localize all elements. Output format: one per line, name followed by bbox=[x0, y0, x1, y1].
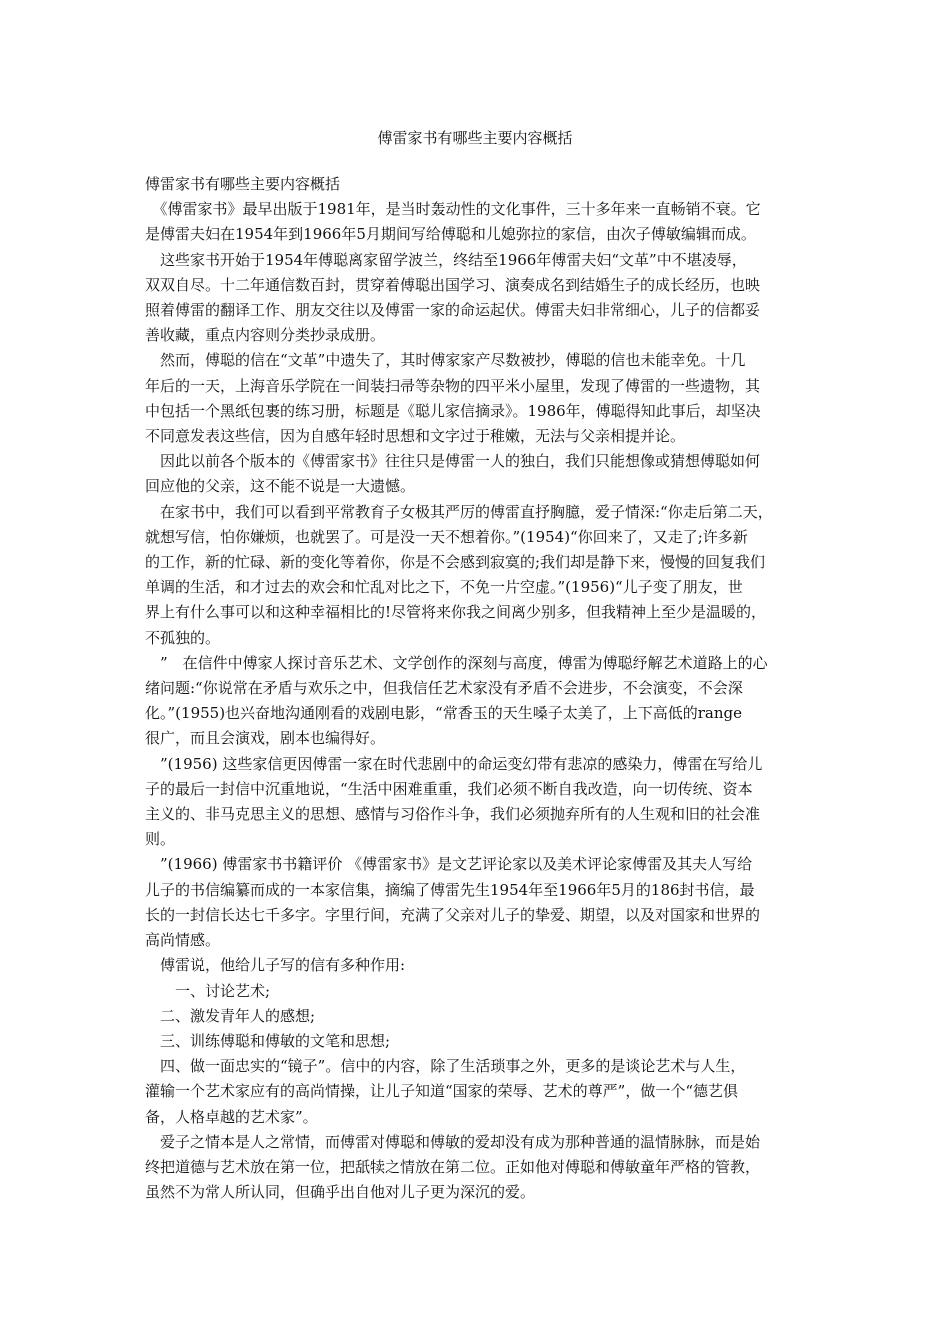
text-line: 是傅雷夫妇在1954年到1966年5月期间写给傅聪和儿媳弥拉的家信，由次子傅敏编辑而成。 bbox=[145, 225, 756, 244]
text-line: 主义的、非马克思主义的思想、感情与习俗作斗争，我们必须抛弃所有的人生观和旧的社会准 bbox=[145, 805, 761, 824]
text-line: 化。”(1955)也兴奋地沟通刚看的戏剧电影，“常香玉的天生嗓子太美了，上下高低的range bbox=[145, 704, 742, 723]
text-line: 中包括一个黑纸包裹的练习册，标题是《聪儿家信摘录》。1986年，傅聪得知此事后，却坚决 bbox=[145, 401, 761, 420]
text-line: 这些家书开始于1954年傅聪离家留学波兰，终结至1966年傅雷夫妇“文革”中不堪凌辱， bbox=[145, 250, 747, 269]
text-line: ”(1956) 这些家信更因傅雷一家在时代悲剧中的命运变幻带有悲凉的感染力，傅雷在写给儿 bbox=[145, 754, 763, 773]
text-line: 虽然不为常人所认同，但确乎出自他对儿子更为深沉的爱。 bbox=[145, 1183, 536, 1202]
text-line: 灌输一个艺术家应有的高尚情操，让儿子知道“国家的荣辱、艺术的尊严”，做一个“德艺俱 bbox=[145, 1082, 739, 1101]
text-line: 高尚情感。 bbox=[145, 931, 221, 950]
text-line: 傅雷说，他给儿子写的信有多种作用: bbox=[145, 956, 406, 975]
text-line: 四、做一面忠实的“镜子”。信中的内容，除了生活琐事之外，更多的是谈论艺术与人生， bbox=[145, 1057, 746, 1076]
text-line: 的工作，新的忙碌、新的变化等着你，你是不会感到寂寞的;我们却是静下来，慢慢的回复我们 bbox=[145, 553, 766, 572]
text-line: 单调的生活，和才过去的欢会和忙乱对比之下，不免一片空虚。”(1956)“儿子变了朋友，世 bbox=[145, 578, 743, 597]
text-line: 一、讨论艺术; bbox=[145, 981, 271, 1000]
text-line: 儿子的书信编纂而成的一本家信集，摘编了傅雷先生1954年至1966年5月的186封书信，最 bbox=[145, 880, 755, 899]
text-line: 照着傅雷的翻译工作、朋友交往以及傅雷一家的命运起伏。傅雷夫妇非常细心，儿子的信都妥 bbox=[145, 301, 761, 320]
text-line: 二、激发青年人的感想; bbox=[145, 1006, 316, 1025]
text-line: 绪问题:“你说常在矛盾与欢乐之中，但我信任艺术家没有矛盾不会进步，不会演变，不会深 bbox=[145, 679, 743, 698]
text-line: 三、训练傅聪和傅敏的文笔和思想; bbox=[145, 1031, 391, 1050]
text-line: 备，人格卓越的艺术家”。 bbox=[145, 1107, 318, 1126]
text-line: 则。 bbox=[145, 830, 176, 849]
text-line: 《傅雷家书》最早出版于1981年，是当时轰动性的文化事件，三十多年来一直畅销不衰。它 bbox=[145, 200, 761, 219]
text-line: 回应他的父亲，这不能不说是一大遗憾。 bbox=[145, 477, 416, 496]
text-line: 爱子之情本是人之常情，而傅雷对傅聪和傅敏的爱却没有成为那种普通的温情脉脉，而是始 bbox=[145, 1132, 761, 1151]
text-line: 双双自尽。十二年通信数百封，贯穿着傅聪出国学习、演奏成名到结婚生子的成长经历，也映 bbox=[145, 275, 761, 294]
document-subtitle: 傅雷家书有哪些主要内容概括 bbox=[145, 175, 341, 193]
document-title: 傅雷家书有哪些主要内容概括 bbox=[377, 129, 573, 147]
text-line: 很广，而且会演戏，剧本也编得好。 bbox=[145, 729, 386, 748]
text-line: 不孤独的。 bbox=[145, 628, 221, 647]
text-line: 终把道德与艺术放在第一位，把舐犊之情放在第二位。正如他对傅聪和傅敏童年严格的管教， bbox=[145, 1157, 761, 1176]
text-line: 年后的一天，上海音乐学院在一间装扫帚等杂物的四平米小屋里，发现了傅雷的一些遗物，其 bbox=[145, 376, 761, 395]
text-line: 界上有什么事可以和这种幸福相比的!尽管将来你我之间离少别多，但我精神上至少是温暖的， bbox=[145, 603, 767, 622]
text-line: ” 在信件中傅家人探讨音乐艺术、文学创作的深刻与高度，傅雷为傅聪纾解艺术道路上的心 bbox=[145, 653, 768, 672]
text-line: 然而，傅聪的信在“文革”中遗失了，其时傅家家产尽数被抄，傅聪的信也未能幸免。十几 bbox=[145, 351, 746, 370]
text-line: ”(1966) 傅雷家书书籍评价 《傅雷家书》是文艺评论家以及美术评论家傅雷及其夫人写给 bbox=[145, 855, 753, 874]
text-line: 长的一封信长达七千多字。字里行间，充满了父亲对儿子的挚爱、期望，以及对国家和世界的 bbox=[145, 905, 761, 924]
text-line: 不同意发表这些信，因为自感年轻时思想和文字过于稚嫩，无法与父亲相提并论。 bbox=[145, 427, 686, 446]
text-line: 子的最后一封信中沉重地说，“生活中困难重重，我们必须不断自我改造，向一切传统、资本 bbox=[145, 779, 753, 798]
text-line: 善收藏，重点内容则分类抄录成册。 bbox=[145, 326, 386, 345]
text-line: 因此以前各个版本的《傅雷家书》往往只是傅雷一人的独白，我们只能想像或猜想傅聪如何 bbox=[145, 452, 761, 471]
text-line: 在家书中，我们可以看到平常教育子女极其严厉的傅雷直抒胸臆，爱子情深:“你走后第二天， bbox=[145, 502, 773, 521]
text-line: 就想写信，怕你嫌烦，也就罢了。可是没一天不想着你。”(1954)“你回来了，又走了;许多新 bbox=[145, 527, 748, 546]
document-body bbox=[145, 172, 809, 1205]
